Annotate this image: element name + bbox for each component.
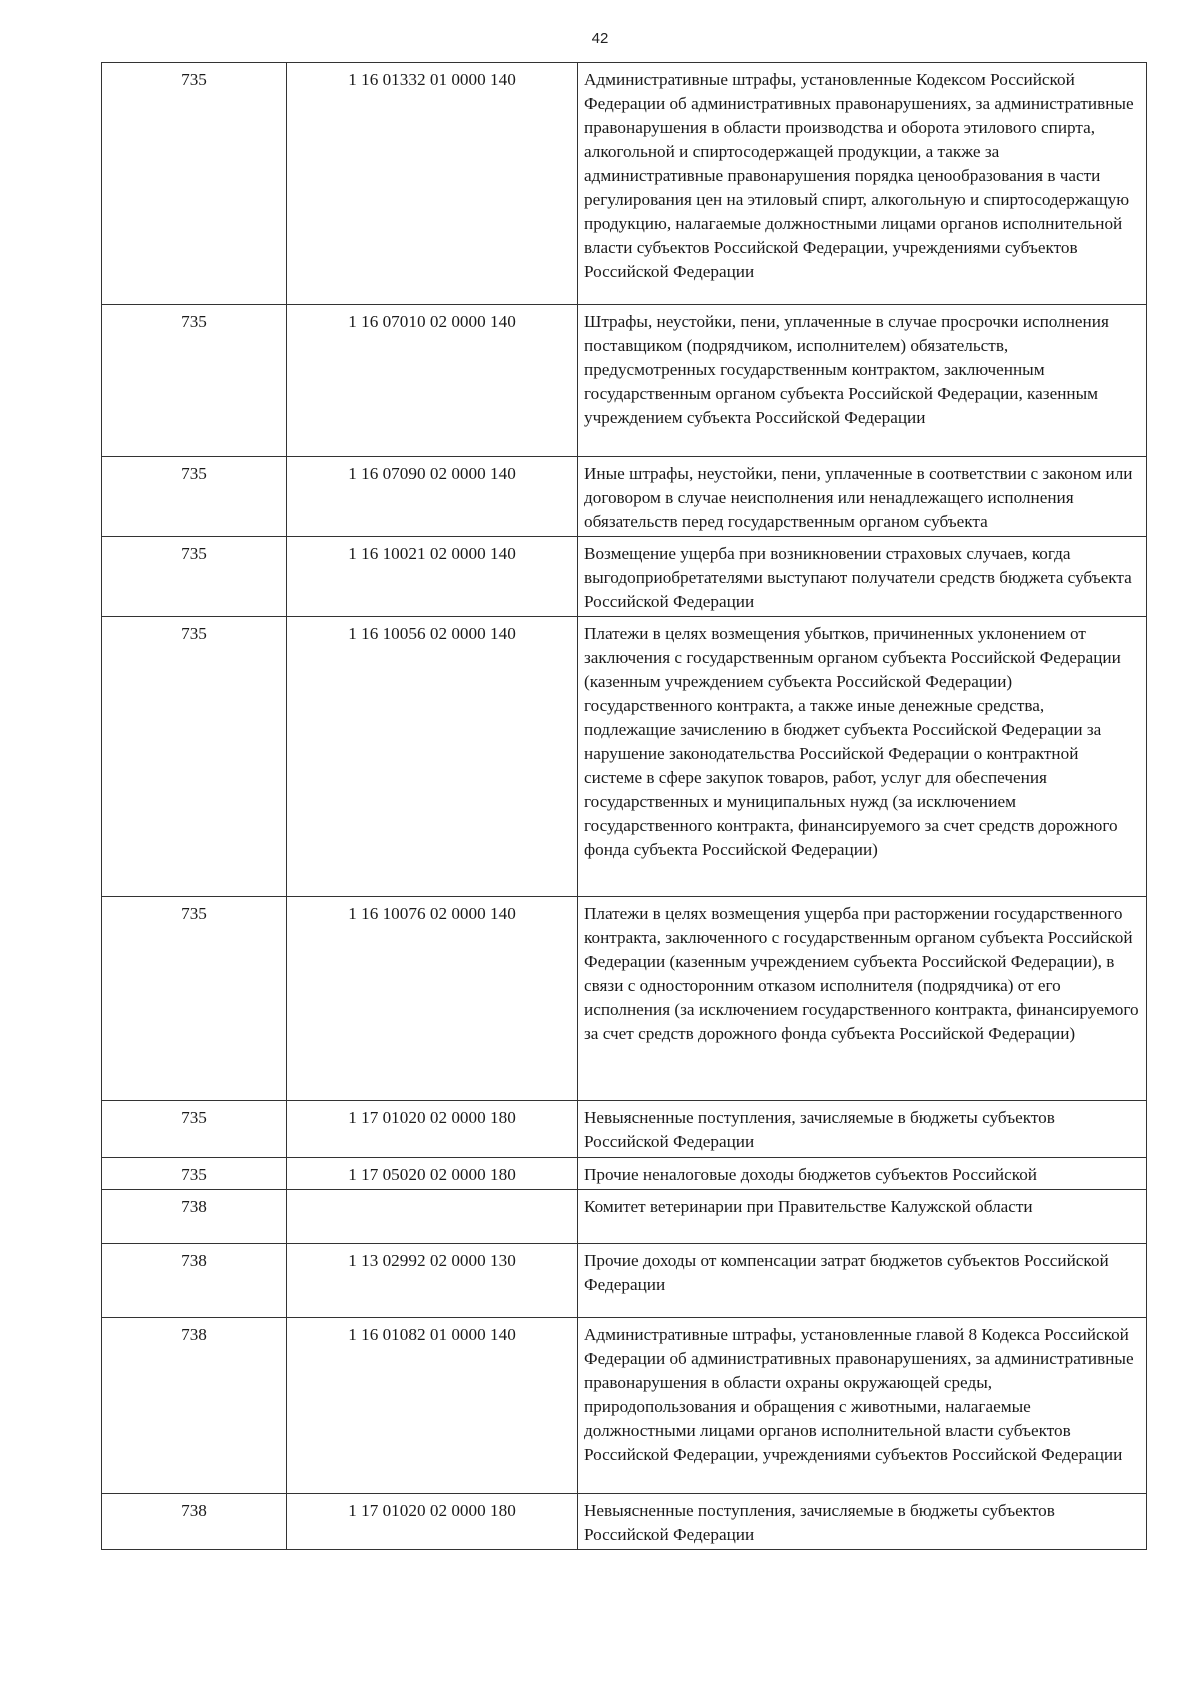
table-row xyxy=(102,63,1147,305)
table-row xyxy=(102,537,1147,617)
revenue-name-cell: Иные штрафы, неустойки, пени, уплаченные в соответствии с законом или договором в случае неисполнения или ненадлежащего исполнения обязательств перед государственным органом субъекта xyxy=(578,457,1147,537)
admin-code-cell: 735 xyxy=(102,897,287,1101)
budget-classification-code-cell: 1 16 10076 02 0000 140 xyxy=(287,897,578,1101)
budget-classification-code-cell: 1 16 10021 02 0000 140 xyxy=(287,537,578,617)
admin-code-cell: 735 xyxy=(102,617,287,897)
admin-code-cell: 738 xyxy=(102,1190,287,1244)
revenue-name-cell: Административные штрафы, установленные главой 8 Кодекса Российской Федерации об административных правонарушениях, за административные правонарушения в области охраны окружающей среды, природопользования и обращения с животными, налагаемые должностными лицами органов исполнительной власти субъектов Российской Федерации, учреждениями субъектов Российской Федерации xyxy=(578,1318,1147,1494)
revenue-name-cell: Прочие доходы от компенсации затрат бюджетов субъектов Российской Федерации xyxy=(578,1244,1147,1318)
page-number: 42 xyxy=(591,30,609,47)
budget-classification-code-cell: 1 17 01020 02 0000 180 xyxy=(287,1494,578,1550)
admin-code-cell: 735 xyxy=(102,1158,287,1190)
revenue-name-cell: Прочие неналоговые доходы бюджетов субъектов Российской xyxy=(578,1158,1147,1190)
budget-classification-code-cell: 1 17 05020 02 0000 180 xyxy=(287,1158,578,1190)
table-row xyxy=(102,617,1147,897)
admin-code-cell: 735 xyxy=(102,457,287,537)
admin-code-cell: 735 xyxy=(102,1101,287,1158)
revenue-codes-table xyxy=(101,62,1147,1550)
budget-classification-code-cell: 1 16 01082 01 0000 140 xyxy=(287,1318,578,1494)
budget-classification-code-cell: 1 17 01020 02 0000 180 xyxy=(287,1101,578,1158)
budget-classification-code-cell xyxy=(287,1190,578,1244)
revenue-name-cell: Платежи в целях возмещения убытков, причиненных уклонением от заключения с государственным органом субъекта Российской Федерации (казенным учреждением субъекта Российской Федерации) государственного контракта, а также иные денежные средства, подлежащие зачислению в бюджет субъекта Российской Федерации за нарушение законодательства Российской Федерации о контрактной системе в сфере закупок товаров, работ, услуг для обеспечения государственных и муниципальных нужд (за исключением государственного контракта, финансируемого за счет средств дорожного фонда субъекта Российской Федерации) xyxy=(578,617,1147,897)
table-row xyxy=(102,897,1147,1101)
revenue-name-cell: Платежи в целях возмещения ущерба при расторжении государственного контракта, заключенного с государственным органом субъекта Российской Федерации (казенным учреждением субъекта Российской Федерации), в связи с односторонним отказом исполнителя (подрядчика) от его исполнения (за исключением государственного контракта, финансируемого за счет средств дорожного фонда субъекта Российской Федерации) xyxy=(578,897,1147,1101)
table-row xyxy=(102,1158,1147,1190)
revenue-name-cell: Административные штрафы, установленные Кодексом Российской Федерации об административных правонарушениях, за административные правонарушения в области производства и оборота этилового спирта, алкогольной и спиртосодержащей продукции, а также за административные правонарушения порядка ценообразования в части регулирования цен на этиловый спирт, алкогольную и спиртосодержащую продукцию, налагаемые должностными лицами органов исполнительной власти субъектов Российской Федерации, учреждениями субъектов Российской Федерации xyxy=(578,63,1147,305)
revenue-name-cell: Невыясненные поступления, зачисляемые в бюджеты субъектов Российской Федерации xyxy=(578,1494,1147,1550)
table-row xyxy=(102,1318,1147,1494)
revenue-name-cell: Штрафы, неустойки, пени, уплаченные в случае просрочки исполнения поставщиком (подрядчиком, исполнителем) обязательств, предусмотренных государственным контрактом, заключенным государственным органом субъекта Российской Федерации, казенным учреждением субъекта Российской Федерации xyxy=(578,305,1147,457)
admin-code-cell: 738 xyxy=(102,1318,287,1494)
admin-code-cell: 738 xyxy=(102,1244,287,1318)
table-row xyxy=(102,1494,1147,1550)
table-row xyxy=(102,305,1147,457)
budget-classification-code-cell: 1 16 07090 02 0000 140 xyxy=(287,457,578,537)
revenue-name-cell: Комитет ветеринарии при Правительстве Калужской области xyxy=(578,1190,1147,1244)
table-row xyxy=(102,1244,1147,1318)
table-row xyxy=(102,1101,1147,1158)
table-row xyxy=(102,457,1147,537)
admin-code-cell: 735 xyxy=(102,305,287,457)
budget-classification-code-cell: 1 16 01332 01 0000 140 xyxy=(287,63,578,305)
budget-classification-code-cell: 1 16 10056 02 0000 140 xyxy=(287,617,578,897)
revenue-name-cell: Невыясненные поступления, зачисляемые в бюджеты субъектов Российской Федерации xyxy=(578,1101,1147,1158)
budget-classification-code-cell: 1 16 07010 02 0000 140 xyxy=(287,305,578,457)
admin-code-cell: 738 xyxy=(102,1494,287,1550)
budget-classification-code-cell: 1 13 02992 02 0000 130 xyxy=(287,1244,578,1318)
admin-code-cell: 735 xyxy=(102,537,287,617)
admin-code-cell: 735 xyxy=(102,63,287,305)
table-row xyxy=(102,1190,1147,1244)
revenue-name-cell: Возмещение ущерба при возникновении страховых случаев, когда выгодоприобретателями выступают получатели средств бюджета субъекта Российской Федерации xyxy=(578,537,1147,617)
